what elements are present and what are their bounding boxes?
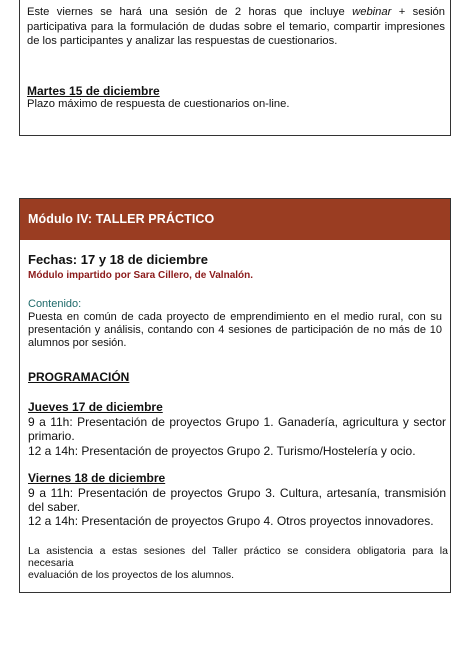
- deadline-text: Plazo máximo de respuesta de cuestionarios on-line.: [27, 98, 290, 110]
- day-heading-viernes: Viernes 18 de diciembre: [28, 471, 166, 485]
- session-item: 12 a 14h: Presentación de proyectos Grupo 4. Otros proyectos innovadores.: [28, 514, 434, 528]
- module-dates: Fechas: 17 y 18 de diciembre: [28, 252, 208, 267]
- programacion-heading: PROGRAMACIÓN: [28, 370, 130, 384]
- module-header: [20, 199, 450, 240]
- contenido-text: Puesta en común de cada proyecto de emprendimiento en el medio rural, con su presentación y análisis, contando con 4 sesiones de participación de no más de 10 alumnos por sesión.: [28, 311, 442, 349]
- day-heading-jueves: Jueves 17 de diciembre: [28, 400, 163, 414]
- intro-webinar: webinar: [352, 6, 392, 18]
- module-title: Módulo IV: TALLER PRÁCTICO: [28, 212, 215, 226]
- session-description: [27, 5, 445, 49]
- attendance-note-line-1: La asistencia a estas sesiones del Taller práctico se considera obligatoria para la necesaria: [28, 545, 448, 569]
- previous-module-box: [19, 0, 451, 136]
- intro-text-end: + sesión participativa para la formulación de dudas sobre el temario, compartir impresiones de los participantes y analizar las respuestas de cuestionarios.: [27, 6, 446, 47]
- session-item: 9 a 11h: Presentación de proyectos Grupo 3. Cultura, artesanía, transmisión del saber.: [28, 486, 446, 514]
- module-instructor: Módulo impartido por Sara Cillero, de Valnalón.: [28, 270, 254, 281]
- intro-text-start: Este viernes se hará una sesión de 2 horas que incluye: [27, 6, 353, 18]
- contenido-label: Contenido:: [28, 298, 82, 310]
- session-item: 12 a 14h: Presentación de proyectos Grupo 2. Turismo/Hostelería y ocio.: [28, 444, 416, 458]
- date-heading-martes: Martes 15 de diciembre: [27, 84, 160, 98]
- module-iv-box: [19, 198, 451, 593]
- session-item: 9 a 11h: Presentación de proyectos Grupo 1. Ganadería, agricultura y sector primario.: [28, 415, 446, 443]
- attendance-note-line-2: evaluación de los proyectos de los alumnos.: [28, 569, 235, 581]
